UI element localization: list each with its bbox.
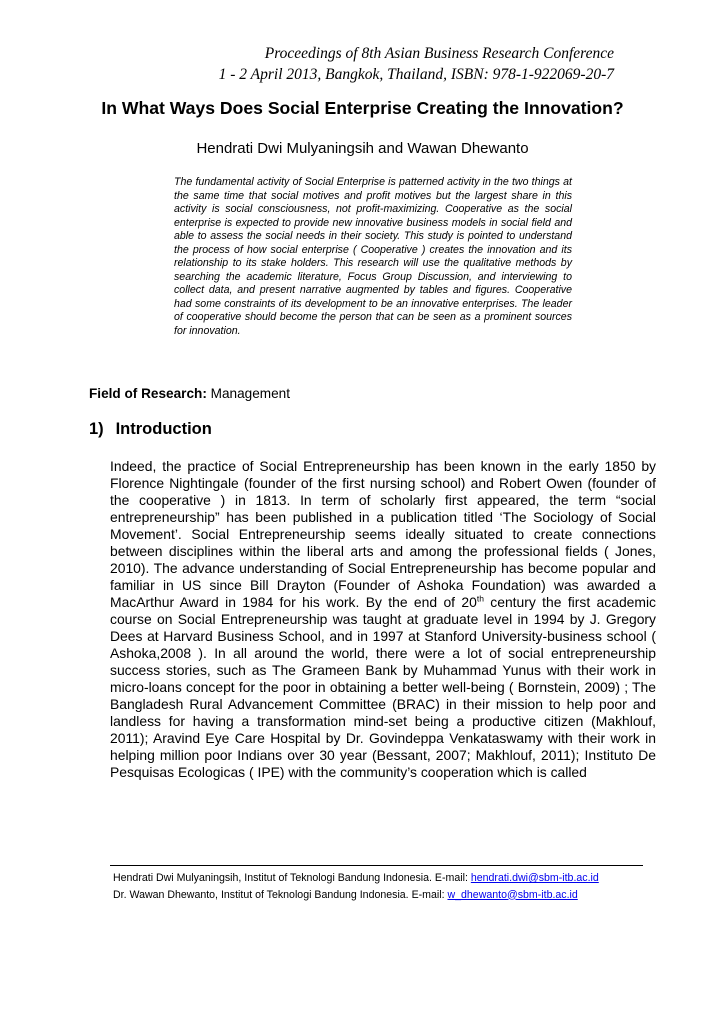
conference-header [0,43,614,85]
body-text-part-2: century the first academic course on Social Entrepreneurship was taught at graduate level in 1994 by J. Gregory Dees at Harvard Business School, and in 1997 at Stanford University-business school ( Ashoka,2008 ). In all around the world, there were a lot of social entrepreneurship success stories, such as The Grameen Bank by Muhammad Yunus with their work in micro-loans concept for the poor in obtaining a better well-being ( Bornstein, 2009) ; The Bangladesh Rural Advancement Committee (BRAC) in their mission to help poor and landless for having a transformation mind-set being a productive citizen (Makhlouf, 2011); Aravind Eye Care Hospital by Dr. Govindeppa Venkataswamy with their work in helping million poor Indians over 30 year (Bessant, 2007; Makhlouf, 2011); Instituto De Pesquisas Ecologicas ( IPE) with the community’s cooperation which is called [110,594,656,780]
section-title: Introduction [115,420,212,438]
header-line-1: Proceedings of 8th Asian Business Research Conference [264,45,614,62]
footnote-1 [113,872,658,886]
footnote-1-email-link[interactable]: hendrati.dwi@sbm-itb.ac.id [470,872,599,884]
section-number: 1) [89,420,104,438]
footnote-divider [110,865,643,866]
body-paragraph [110,458,656,781]
body-superscript: th [476,593,484,604]
footnotes [113,872,658,905]
paper-title: In What Ways Does Social Enterprise Creating the Innovation? [101,98,624,118]
section-heading [89,420,212,439]
field-of-research [89,386,290,401]
paper-authors: Hendrati Dwi Mulyaningsih and Wawan Dhewanto [196,140,529,157]
field-label: Field of Research: [89,386,207,401]
footnote-2-text: Dr. Wawan Dhewanto, Institut of Teknologi Bandung Indonesia. E-mail: [113,888,448,901]
footnote-2 [113,889,658,903]
body-text-part-1: Indeed, the practice of Social Entrepreneurship has been known in the early 1850 by Florence Nightingale (founder of the first nursing school) and Robert Owen (founder of the cooperative ) in 1813. In term of scholarly first appeared, the term “social entrepreneurship” has been published in a publication titled ‘The Sociology of Social Movement’. Social Entrepreneurship seems ideally situated to create connections between disciplines within the liberal arts and among the professional fields ( Jones, 2010). The advance understanding of Social Entrepreneurship has become popular and familiar in US since Bill Drayton (Founder of Ashoka Foundation) was awarded a MacArthur Award in 1984 for his work. By the end of 20 [110,458,656,610]
header-line-2: 1 - 2 April 2013, Bangkok, Thailand, ISBN: 978-1-922069-20-7 [218,66,614,83]
field-value: Management [210,386,290,401]
footnote-1-text: Hendrati Dwi Mulyaningsih, Institut of Teknologi Bandung Indonesia. E-mail: [113,872,471,884]
abstract: The fundamental activity of Social Enterprise is patterned activity in the two things at the same time that social motives and profit motives but the largest share in this activity is social consciousness, not profit-maximizing. Cooperative as the social enterprise is expected to provide new innovative business models in social field and able to assess the social needs in their society. This study is pointed to understand the process of how social enterprise ( Cooperative ) creates the innovation and its relationship to its stake holders. This research will use the qualitative methods by searching the academic literature, Focus Group Discussion, and interviewing to collect data, and present narrative augmented by tables and figures. Cooperative had some constraints of its development to be an innovative enterprises. The leader of cooperative should become the person that can be seen as a prominent sources for innovation. [174,176,572,337]
footnote-2-email-link[interactable]: w_dhewanto@sbm-itb.ac.id [447,888,578,901]
